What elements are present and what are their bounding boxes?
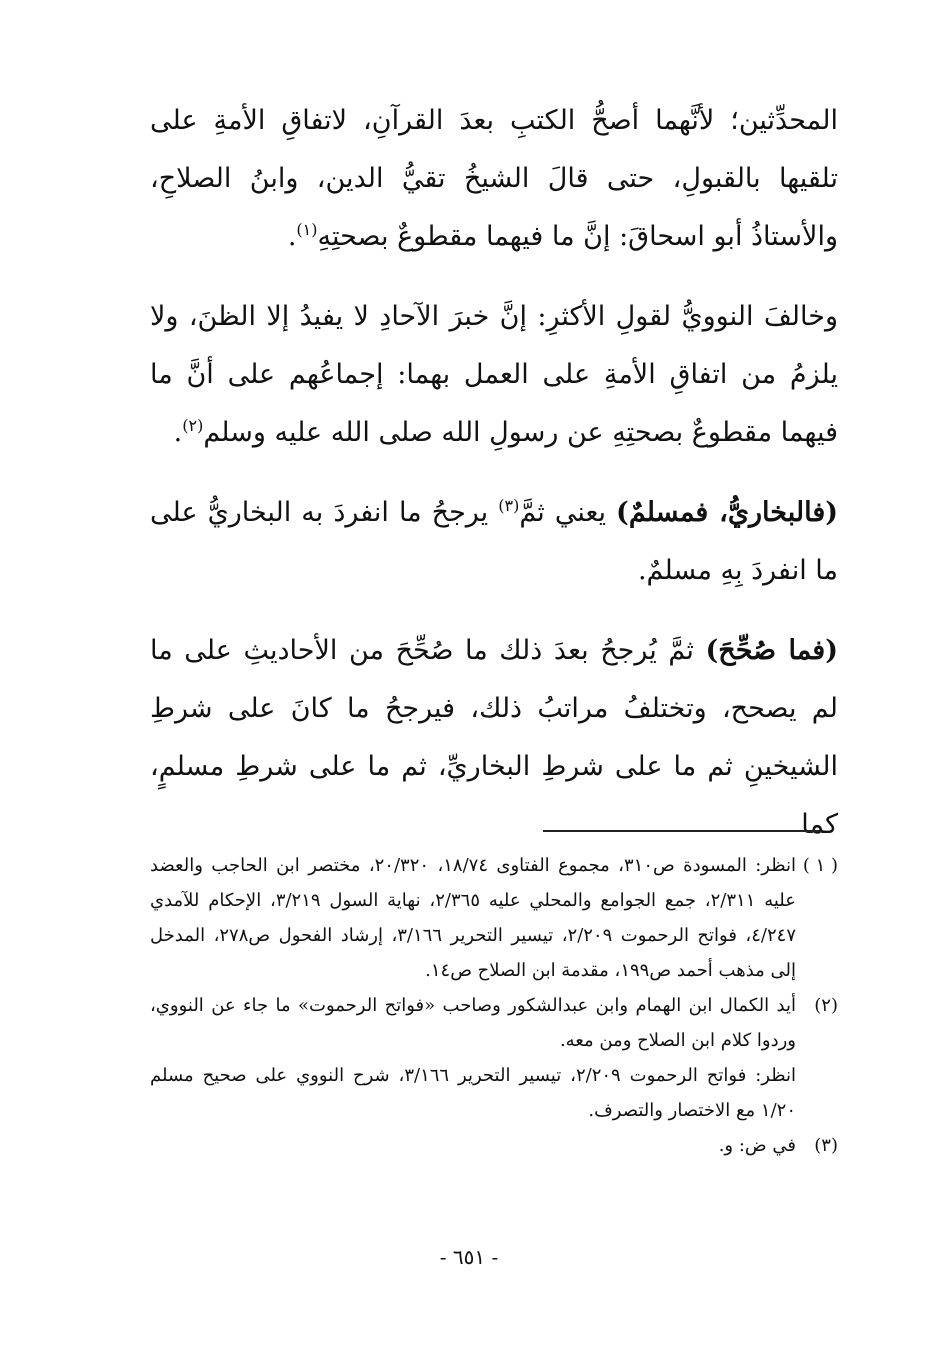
footnotes (150, 848, 838, 1163)
paragraph-4 (150, 622, 838, 854)
footnote-3 (150, 1128, 838, 1163)
footnote-number: (٢) (814, 995, 838, 1016)
paragraph-text: . (173, 417, 183, 448)
paragraph-text: وخالفَ النوويُّ لقولِ الأكثرِ: إنَّ خبرَ الآحادِ لا يفيدُ إلا الظنَ، ولا يلزمُ من اتفاقِ الأمةِ على العمل بهما: إجماعُهم على أنَّ ما فيهما مقطوعٌ بصحتِهِ عن رسولِ الله صلى الله عليه وسلم (150, 301, 838, 448)
footnote-text: انظر: المسودة ص٣١٠، مجموع الفتاوى ١٨/٧٤، ٢٠/٣٢٠، مختصر ابن الحاجب والعضد عليه ٢/٣١١، جمع الجوامع والمحلي عليه ٢/٣٦٥، نهاية السول ٣/٢١٩، الإحكام للآمدي ٤/٢٤٧، فواتح الرحموت ٢/٢٠٩، تيسير التحرير ٣/١٦٦، إرشاد الفحول ص٢٧٨، المدخل إلى مذهب أحمد ص١٩٩، مقدمة ابن الصلاح ص١٤. (150, 855, 797, 981)
paragraph-text: . (287, 221, 297, 252)
footnote-text: انظر: فواتح الرحموت ٢/٢٠٩، تيسير التحرير ٣/١٦٦، شرح النووي على صحيح مسلم ١/٢٠ مع الاختصار والتصرف. (150, 1065, 796, 1121)
footnote-ref-2: (٢) (182, 416, 204, 435)
footnote-1 (150, 848, 838, 988)
paragraph-text: ثمَّ يُرجحُ بعدَ ذلك ما صُحِّحَ من الأحاديثِ على ما لم يصحح، وتختلفُ مراتبُ ذلك، فيرجحُ ما كانَ على شرطِ الشيخينِ ثم ما على شرطِ البخاريِّ، ثم ما على شرطِ مسلمٍ، كما (150, 635, 838, 840)
footnote-number: ( ١ ) (802, 855, 838, 876)
paragraph-2 (150, 288, 838, 462)
page-number: - ٦٥١ - (439, 1245, 499, 1269)
matn-heading: (فما صُحِّحَ) (705, 635, 838, 666)
footnote-body (150, 848, 796, 988)
footnote-ref-1: (١) (296, 220, 318, 239)
footnote-number: (٣) (814, 1135, 838, 1156)
footnote-separator (543, 830, 821, 832)
matn-heading: (فالبخاريُّ، فمسلمٌ) (616, 497, 838, 528)
footnote-ref-3: (٣) (498, 496, 520, 515)
paragraph-3 (150, 484, 838, 600)
paragraph-text: يعني ثمَّ (519, 497, 617, 528)
footnote-text: في ض: و. (718, 1135, 796, 1156)
footnote-text: أيد الكمال ابن الهمام وابن عبدالشكور وصاحب «فواتح الرحموت» ما جاء عن النووي، وردوا كلام ابن الصلاح ومن معه. (150, 995, 796, 1051)
paragraph-1 (150, 92, 838, 266)
footnote-body (150, 1128, 796, 1163)
footnote-body (150, 988, 796, 1128)
footnote-2 (150, 988, 838, 1128)
main-text (150, 92, 838, 854)
paragraph-text: المحدِّثين؛ لأنَّهما أصحُّ الكتبِ بعدَ القرآنِ، لاتفاقِ الأمةِ على تلقيها بالقبولِ، حتى قالَ الشيخُ تقيُّ الدين، وابنُ الصلاحِ، والأستاذُ أبو اسحاقَ: إنَّ ما فيهما مقطوعٌ بصحتِهِ (150, 105, 838, 252)
paragraph-text: يرجحُ ما انفردَ به البخاريُّ على ما انفردَ بِهِ مسلمٌ. (150, 497, 838, 586)
